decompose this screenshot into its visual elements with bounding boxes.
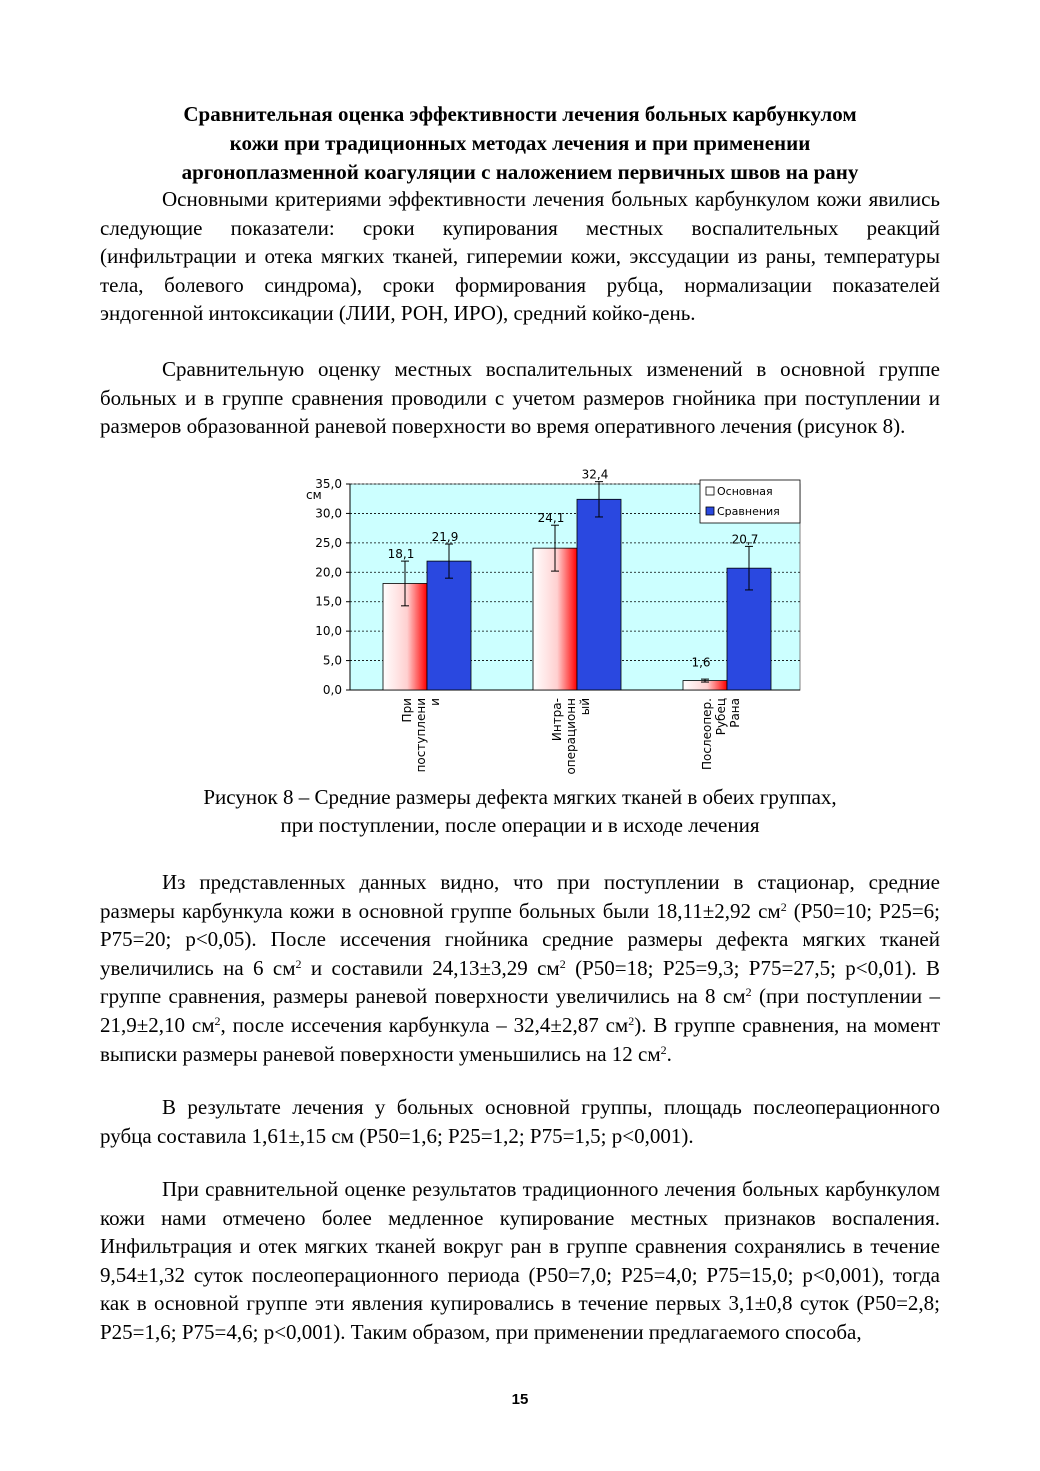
y-tick-label: 20,0 (315, 565, 342, 580)
data-label: 18,1 (387, 547, 415, 562)
text-run: (Р50=18; Р25=9,3; Р75=27,5; р<0,01). В группе сравнения, размеры раневой поверхности увеличились на 8 см (100, 955, 940, 1009)
category-label: Рубец (714, 698, 728, 736)
text-run: , после иссечения карбункула – 32,4±2,87 см (220, 1012, 629, 1037)
y-tick-label: 30,0 (315, 506, 342, 521)
text-run: ). В группе сравнения, на момент выписки размеры раневой поверхности уменьшились на 12 см (100, 1012, 941, 1066)
title-line-3: аргоноплазменной коагуляции с наложением первичных швов на рану (181, 160, 859, 184)
text-run: Из представленных данных видно, что при поступлении в стационар, средние размеры карбункула кожи в основной группе больных были 18,11±2,92 см (100, 870, 940, 923)
y-tick-label: 5,0 (322, 653, 342, 668)
title-line-1: Сравнительная оценка эффективности лечения больных карбункулом (183, 102, 857, 126)
paragraph-criteria: Основными критериями эффективности лечения больных карбункулом кожи явились следующие показатели: сроки купирования местных воспалительных реакций (инфильтрации и отека мягких тканей, гиперемии кожи, экссудации из раны, температуры тела, болевого синдрома), сроки формирования рубца, нормализации показателей эндогенной интоксикации (ЛИИ, РОН, ИРО), средний койко-день. (100, 187, 940, 326)
figure-caption (100, 783, 940, 839)
legend-label: Основная (717, 485, 773, 498)
legend-swatch-comparison (706, 507, 714, 515)
bar-comparison (577, 499, 621, 690)
y-axis-unit: см (306, 488, 322, 502)
legend-label: Сравнения (717, 505, 780, 518)
data-label: 21,9 (431, 530, 459, 545)
category-label: Послеопер. (700, 698, 714, 771)
data-label: 1,6 (691, 655, 711, 670)
legend-swatch-main (706, 487, 714, 495)
bar-comparison (427, 561, 471, 690)
text-run: (при поступлении – 21,9±2,10 см (100, 984, 940, 1037)
caption-line-2: при поступлении, после операции и в исходе лечения (280, 813, 760, 837)
superscript: 2 (559, 956, 566, 971)
y-tick-label: 35,0 (315, 477, 342, 491)
category-label: и (428, 698, 442, 706)
paragraph-scar-result: В результате лечения у больных основной группы, площадь послеоперационного рубца составила 1,61±,15 см (Р50=1,6; Р25=1,2; Р75=1,5; р<0,001). (100, 1095, 940, 1148)
superscript: 2 (745, 985, 752, 1000)
section-title (100, 100, 940, 187)
caption-line-1: Рисунок 8 – Средние размеры дефекта мягких тканей в обеих группах, (203, 785, 837, 809)
text-run: (Р50=10; Р25=6; Р75=20; р<0,05). После иссечения гнойника средние размеры дефекта мягких тканей увеличились на 6 см (100, 898, 940, 980)
title-line-2: кожи при традиционных методах лечения и при применении (229, 131, 811, 155)
paragraph-inflammation: При сравнительной оценке результатов традиционного лечения больных карбункулом кожи нами отмечено более медленное купирование местных признаков воспаления. Инфильтрация и отек мягких тканей вокруг ран в группе сравнения сохранялись в течение 9,54±1,32 суток послеоперационного периода (Р50=7,0; Р25=4,0; Р75=15,0; р<0,001), тогда как в основной группе эти явления купировались в течение первых 3,1±0,8 суток (Р50=2,8; Р25=1,6; Р75=4,6; р<0,001). Таким образом, при применении предлагаемого способа, (100, 1177, 940, 1344)
y-tick-label: 0,0 (322, 683, 342, 697)
superscript: 2 (295, 956, 302, 971)
category-label: При (400, 698, 414, 723)
text-run: и составили 24,13±3,29 см (301, 955, 560, 980)
category-label: Рана (728, 698, 742, 728)
y-tick-label: 15,0 (315, 594, 342, 609)
data-label: 20,7 (731, 532, 759, 547)
y-tick-label: 25,0 (315, 535, 342, 550)
category-label: Интра- (550, 698, 564, 742)
category-label: поступлени (414, 698, 428, 773)
paragraph-results (100, 868, 940, 1068)
superscript: 2 (660, 1042, 667, 1057)
y-tick-label: 10,0 (315, 624, 342, 639)
data-label: 24,1 (537, 511, 565, 526)
superscript: 2 (780, 899, 787, 914)
text-run: . (666, 1041, 672, 1066)
paragraph-comparison-method: Сравнительную оценку местных воспалительных изменений в основной группе больных и в группе сравнения проводили с учетом размеров гнойника при поступлении и размеров образованной раневой поверхности во время оперативного лечения (рисунок 8). (100, 357, 940, 439)
category-label: ый (578, 698, 592, 716)
category-label: операционн (564, 698, 578, 775)
data-label: 32,4 (581, 467, 609, 482)
superscript: 2 (628, 1013, 635, 1028)
bar-chart (297, 467, 807, 780)
superscript: 2 (214, 1013, 221, 1028)
page-number: 15 (511, 1391, 529, 1408)
